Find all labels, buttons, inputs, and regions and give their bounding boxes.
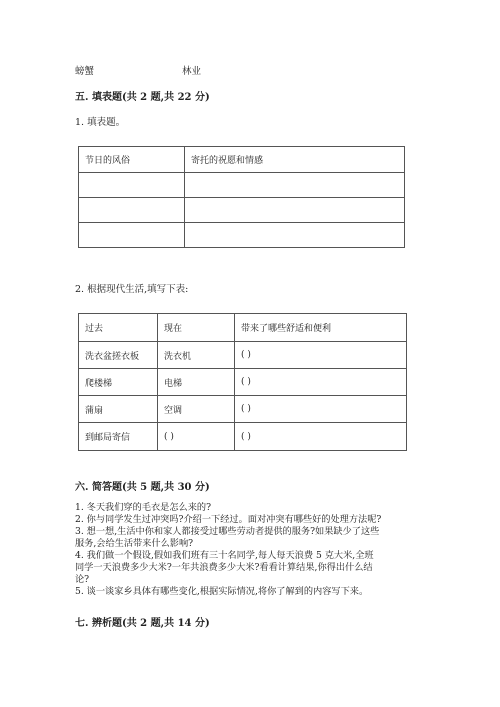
table-row (79, 223, 405, 248)
q2-answer-blank[interactable]: ( ) (235, 396, 407, 423)
q2-header-past: 过去 (79, 314, 158, 342)
section5-heading: 五. 填表题(共 2 题,共 22 分) (75, 92, 210, 103)
top-item-crab: 螃蟹 (75, 66, 95, 77)
q2-header-benefits: 带来了哪些舒适和便利 (235, 314, 407, 342)
q6-line-7: 论? (75, 574, 90, 585)
q2-header-now: 现在 (158, 314, 235, 342)
q1-label: 1. 填表题。 (75, 117, 126, 128)
q2-cell-past: 蒲扇 (79, 396, 158, 423)
q2-table-header-row (79, 314, 407, 342)
q6-line-8: 5. 谈一谈家乡具体有哪些变化,根据实际情况,将你了解到的内容写下来。 (75, 586, 369, 597)
q6-line-2: 2. 你与同学发生过冲突吗?介绍一下经过。面对冲突有哪些好的处理方法呢? (75, 514, 382, 525)
table-row (79, 369, 407, 396)
q2-label: 2. 根据现代生活,填写下表: (75, 284, 189, 295)
q2-answer-blank[interactable]: ( ) (235, 342, 407, 369)
q1-blank-cell[interactable] (185, 223, 405, 248)
q1-header-customs: 节日的风俗 (79, 147, 185, 173)
section6-heading: 六. 简答题(共 5 题,共 30 分) (75, 482, 210, 493)
q1-table (78, 146, 405, 248)
q6-line-6: 同学一天浪费多少大米?一年共浪费多少大米?看看计算结果,你得出什么结 (75, 562, 373, 573)
q6-line-1: 1. 冬天我们穿的毛衣是怎么来的? (75, 502, 212, 513)
table-row (79, 173, 405, 198)
q2-table (78, 313, 407, 451)
q2-cell-now: 空调 (158, 396, 235, 423)
table-row (79, 198, 405, 223)
top-item-forestry: 林业 (182, 66, 202, 77)
q2-answer-blank[interactable]: ( ) (235, 369, 407, 396)
q6-line-4: 服务,会给生活带来什么影响? (75, 538, 194, 549)
q1-blank-cell[interactable] (79, 173, 185, 198)
q1-blank-cell[interactable] (79, 223, 185, 248)
section7-heading: 七. 辨析题(共 2 题,共 14 分) (75, 618, 210, 629)
q1-header-wishes: 寄托的祝愿和情感 (185, 147, 405, 173)
q2-cell-now: 洗衣机 (158, 342, 235, 369)
q2-cell-now: 电梯 (158, 369, 235, 396)
q2-answer-blank[interactable]: ( ) (158, 423, 235, 451)
q2-cell-past: 到邮局寄信 (79, 423, 158, 451)
q1-blank-cell[interactable] (185, 198, 405, 223)
q6-line-5: 4. 我们做一个假设,假如我们班有三十名同学,每人每天浪费 5 克大米,全班 (75, 550, 374, 561)
q6-line-3: 3. 想一想,生活中你和家人都接受过哪些劳动者提供的服务?如果缺少了这些 (75, 526, 380, 537)
q2-answer-blank[interactable]: ( ) (235, 423, 407, 451)
q1-blank-cell[interactable] (185, 173, 405, 198)
table-row (79, 423, 407, 451)
q1-table-header-row (79, 147, 405, 173)
q2-cell-past: 洗衣盆搓衣板 (79, 342, 158, 369)
table-row (79, 396, 407, 423)
q2-cell-past: 爬楼梯 (79, 369, 158, 396)
q1-blank-cell[interactable] (79, 198, 185, 223)
table-row (79, 342, 407, 369)
